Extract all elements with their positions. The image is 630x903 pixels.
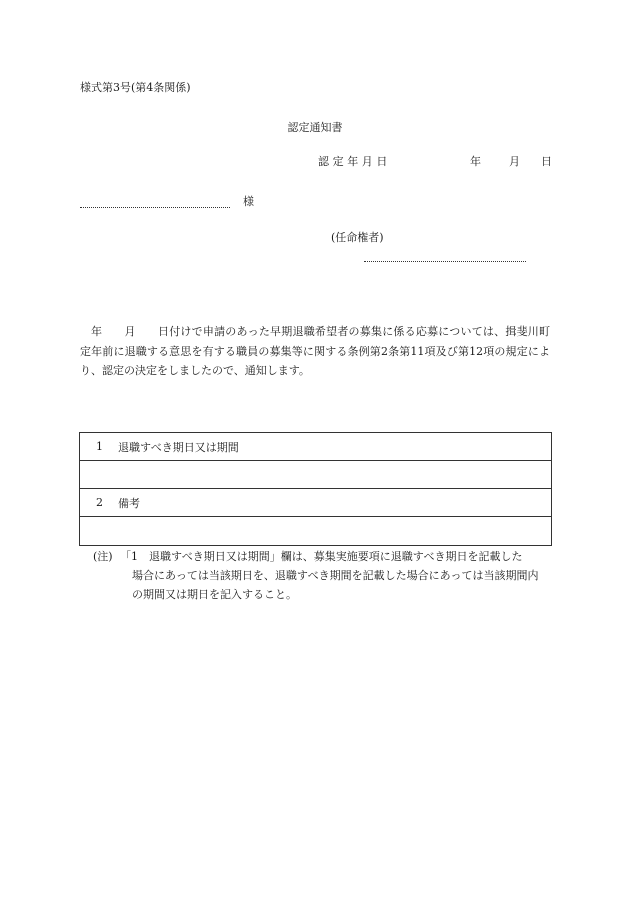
date-year-label: 年 [470,155,481,168]
certification-date-label: 認定年月日 [318,155,391,168]
row-label: 備考 [118,496,140,510]
body-text: 日付けで申請のあった早期退職希望者の募集に係る応募については、揖斐川町定年前に退職する意思を有する職員の募集等に関する条例第2条第11項及び第12項の規定により、認定の決定をしましたので、通知します。 [80,325,551,377]
date-day-label: 日 [541,155,552,168]
addressee-honorific: 様 [243,195,254,208]
table-row-remarks-value[interactable] [80,517,551,545]
row-label: 退職すべき期日又は期間 [118,440,239,454]
items-table [79,432,552,546]
footnote-body [120,547,552,604]
date-month-label: 月 [509,155,520,168]
footnote-tag: (注) [93,550,113,563]
table-row-remarks-label [80,489,551,517]
footnote-line: の期間又は期日を記入すること。 [132,588,297,601]
body-year-label: 年 [91,325,103,338]
table-row-retirement-value[interactable] [80,461,551,489]
notice-body-paragraph [80,322,550,381]
footnote-line: 「1 退職すべき期日又は期間」欄は、募集実施要項に退職すべき期日を記載した [120,550,523,563]
appointing-authority-blank[interactable] [364,261,526,262]
body-month-label: 月 [124,325,136,338]
addressee-name-blank[interactable] [80,207,230,208]
table-row-retirement-label [80,433,551,461]
row-number: 1 [96,440,103,453]
row-number: 2 [96,496,103,509]
document-title: 認定通知書 [287,121,343,134]
form-number: 様式第3号(第4条関係) [80,81,191,94]
footnote-line: 場合にあっては当該期日を、退職すべき期間を記載した場合にあっては当該期間内 [132,569,539,582]
appointing-authority-label: (任命権者) [331,231,384,244]
